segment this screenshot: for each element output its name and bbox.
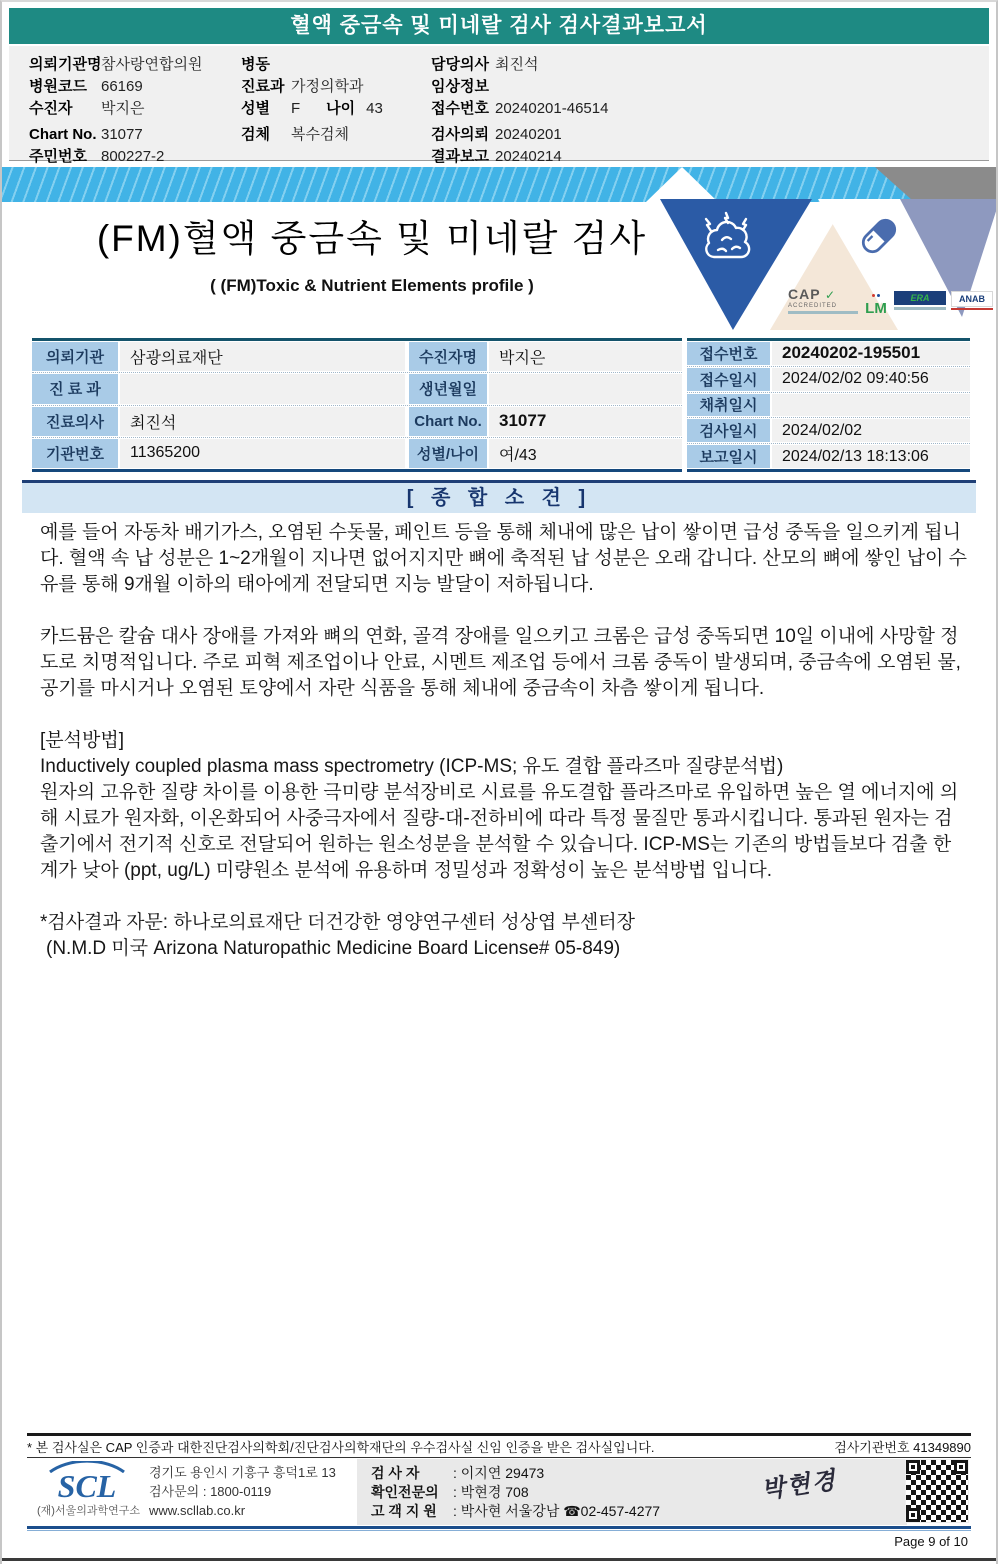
staff-row: 확인전문의 : 박현경 708 [371,1484,529,1500]
table-row [687,341,970,367]
cell-value: 2024/02/13 18:13:06 [772,444,970,469]
qr-finder [906,1460,920,1474]
scl-contact [149,1463,336,1520]
logo-caption-bar [894,307,946,310]
consult-note: (N.M.D 미국 Arizona Naturopathic Medicine Board License# 05-849) [46,938,621,959]
cell-label: 접수번호 [687,341,772,366]
method-paragraph: 원자의 고유한 질량 차이를 이용한 극미량 분석장비로 시료를 유도결합 플라즈마로 유입하면 높은 열 에너지에 의해 시료가 원자화, 이온화되어 사중극자에서 질량-대-전하비에 따라 특정 물질만 통과시킵니다. 통과된 원자는 검출기에서 전기적 신호로 전달되어 원하는 원소성분을 분석할 수 있습니다. ICP-MS는 기존의 방법들보다 검출 한계가 낮아 (ppt, ug/L) 미량원소 분석에 유용하며 정밀성과 정확성이 높은 분석방법 입니다. [40,782,959,881]
qr-finder [906,1508,920,1522]
decorative-artwork [652,167,998,332]
lim-logo-text: LM [865,299,887,317]
report-header-banner: 혈액 중금속 및 미네랄 검사 검사결과보고서 [9,8,989,44]
field-value: 20240201 [495,126,562,143]
staff-row: 검 사 자 : 이지연 29473 [371,1465,545,1481]
scl-org-name: (재)서울의과학연구소 [37,1505,140,1517]
report-title-block [62,208,682,296]
lim-logo-dots [863,285,889,301]
page-bottom-frame [2,1558,996,1561]
field-label: 나이 [326,100,356,117]
field-value: 800227-2 [101,148,165,165]
field-label: 검체 [241,126,270,143]
cell-label: 진료의사 [32,406,120,437]
table-row [32,341,682,373]
cell-label: 접수일시 [687,367,772,392]
cell-value [772,393,970,418]
summary-paragraph: 카드뮴은 칼슘 대사 장애를 가져와 뼈의 연화, 골격 장애를 일으키고 크롬은 급성 중독되면 10일 이내에 사망할 정도로 치명적입니다. 주로 피혁 제조업이나 안료, 시멘트 제조업 등에서 크롬 중독이 발생되며, 중금속에 오염된 물, 공기를 마시거나 오염된 토양에서 자란 식품을 통해 체내에 중금속이 차츰 쌓이게 됩니다. [40,626,961,699]
scl-block [37,1461,357,1523]
field-value: 가정의학과 [291,78,364,95]
cell-value: 최진석 [120,406,409,437]
staff-row: 고 객 지 원 : 박사현 서울강남 ☎02-457-4277 [371,1503,661,1519]
field-value: 31077 [101,126,143,143]
cell-value: 20240202-195501 [772,341,970,366]
field-label: Chart No. [29,126,97,143]
scl-logo [37,1461,140,1518]
field-value: 20240214 [495,148,562,165]
staff-value: 이지연 29473 [460,1465,545,1481]
lim-logo [863,285,889,316]
brain-icon [696,207,760,271]
era-logo [894,291,946,310]
cell-label: 수진자명 [409,341,489,372]
page-number: Page 9 of 10 [894,1534,968,1549]
field-label: 담당의사 [431,56,489,73]
method-line: Inductively coupled plasma mass spectrometry (ICP-MS; 유도 결합 플라즈마 질량분석법) [40,756,784,777]
field-value: 66169 [101,78,143,95]
qr-code [905,1459,969,1523]
cell-label: 생년월일 [409,373,489,404]
scl-address: 경기도 용인시 기흥구 흥덕1로 13 [149,1465,336,1480]
report-title: (FM)혈액 중금속 및 미네랄 검사 [96,218,648,259]
cell-value: 삼광의료재단 [120,341,409,372]
cap-logo-text: CAP [788,285,821,302]
logo-caption-bar [788,311,858,314]
cell-value: 여/43 [489,438,682,469]
table-row [32,406,682,438]
certification-note-bar [27,1433,971,1458]
table-row [687,367,970,393]
footer [27,1459,971,1525]
certification-note: * 본 검사실은 CAP 인증과 대한진단검사의학회/진단검사의학재단의 우수검사실 신임 인증을 받은 검사실입니다. [27,1440,655,1455]
cell-label: 채취일시 [687,393,772,418]
field-label: 검사의뢰 [431,126,489,143]
cell-label: 검사일시 [687,418,772,443]
cell-label: 진 료 과 [32,373,120,404]
cell-value [489,373,682,404]
cap-logo-subtext: ACCREDITED [788,302,838,309]
cap-accredited-logo [788,287,858,314]
field-value: 최진석 [495,56,539,73]
staff-box [357,1459,907,1525]
summary-section-header [22,480,976,513]
cell-value: 박지은 [489,341,682,372]
patient-header-col3 [431,54,911,168]
accreditation-logos [788,275,998,325]
info-table-left [32,338,682,472]
field-value: 20240201-46514 [495,100,609,117]
cell-label: 기관번호 [32,438,120,469]
patient-header-col2 [241,54,431,146]
specimen-info-table [32,338,970,472]
cell-value: 31077 [489,406,682,437]
cell-label: 성별/나이 [409,438,489,469]
field-label: 주민번호 [29,148,87,165]
decorative-triangle [858,167,998,200]
field-label: 수진자 [29,100,73,117]
table-row [32,373,682,405]
table-row [687,393,970,419]
lab-org-number: 검사기관번호 41349890 [834,1440,971,1455]
field-value: 복수검체 [291,126,349,143]
report-subtitle: ( (FM)Toxic & Nutrient Elements profile ) [210,276,534,295]
scl-logo-text: SCL [57,1468,117,1504]
cell-value [120,373,409,404]
field-value: 43 [366,100,383,117]
anab-logo [951,291,993,310]
table-row [687,444,970,469]
cell-label: Chart No. [409,406,489,437]
patient-header-col1 [29,54,241,168]
field-value: F [291,100,301,117]
logo-caption-bar [951,308,993,310]
staff-label: 검 사 자 [371,1465,420,1481]
pill-icon [856,213,902,259]
field-label: 성별 [241,100,270,117]
decorative-triangle [646,167,718,202]
table-row [32,438,682,469]
anab-logo-text: ANAB [951,291,993,307]
check-icon: ✓ [825,287,836,302]
field-label: 진료과 [241,78,285,95]
field-label: 임상정보 [431,78,489,95]
summary-body [40,520,968,962]
field-label: 병원코드 [29,78,87,95]
staff-label: 확인전문의 [371,1484,439,1500]
method-title: [분석방법] [40,730,124,751]
scl-phone: 검사문의 : 1800-0119 [149,1484,272,1499]
cell-value: 2024/02/02 [772,418,970,443]
era-logo-text: ERA [894,291,946,305]
scl-website: www.scllab.co.kr [149,1503,246,1518]
staff-value: 박사현 서울강남 ☎02-457-4277 [460,1503,661,1519]
qr-finder [954,1460,968,1474]
table-row [687,418,970,444]
summary-header-text: [ 종 합 소 견 ] [406,487,592,509]
cell-label: 보고일시 [687,444,772,469]
signature: 박현경 [760,1466,839,1505]
consult-note: *검사결과 자문: 하나로의료재단 더건강한 영양연구센터 성상엽 부센터장 [40,912,635,933]
field-label: 결과보고 [431,148,489,165]
field-value: 박지은 [101,100,145,117]
field-label: 병동 [241,56,270,73]
cell-value: 11365200 [120,438,409,469]
staff-value: 박현경 708 [460,1484,529,1500]
patient-header [9,46,989,165]
cell-label: 의뢰기관 [32,341,120,372]
field-label: 접수번호 [431,100,489,117]
field-value: 참사랑연합의원 [101,56,203,73]
cell-value: 2024/02/02 09:40:56 [772,367,970,392]
summary-paragraph: 예를 들어 자동차 배기가스, 오염된 수돗물, 페인트 등을 통해 체내에 많은 납이 쌓이면 급성 중독을 일으키게 됩니다. 혈액 속 납 성분은 1~2개월이 지나면 없어지지만 뼈에 축적된 납 성분은 오래 갑니다. 산모의 뼈에 쌓인 납이 수유를 통해 9개월 이하의 태아에게 전달되면 지능 발달이 저하됩니다. [40,522,968,595]
footer-rule [27,1526,971,1531]
info-table-right [687,338,970,472]
field-label: 의뢰기관명 [29,56,102,73]
staff-label: 고 객 지 원 [371,1503,437,1519]
